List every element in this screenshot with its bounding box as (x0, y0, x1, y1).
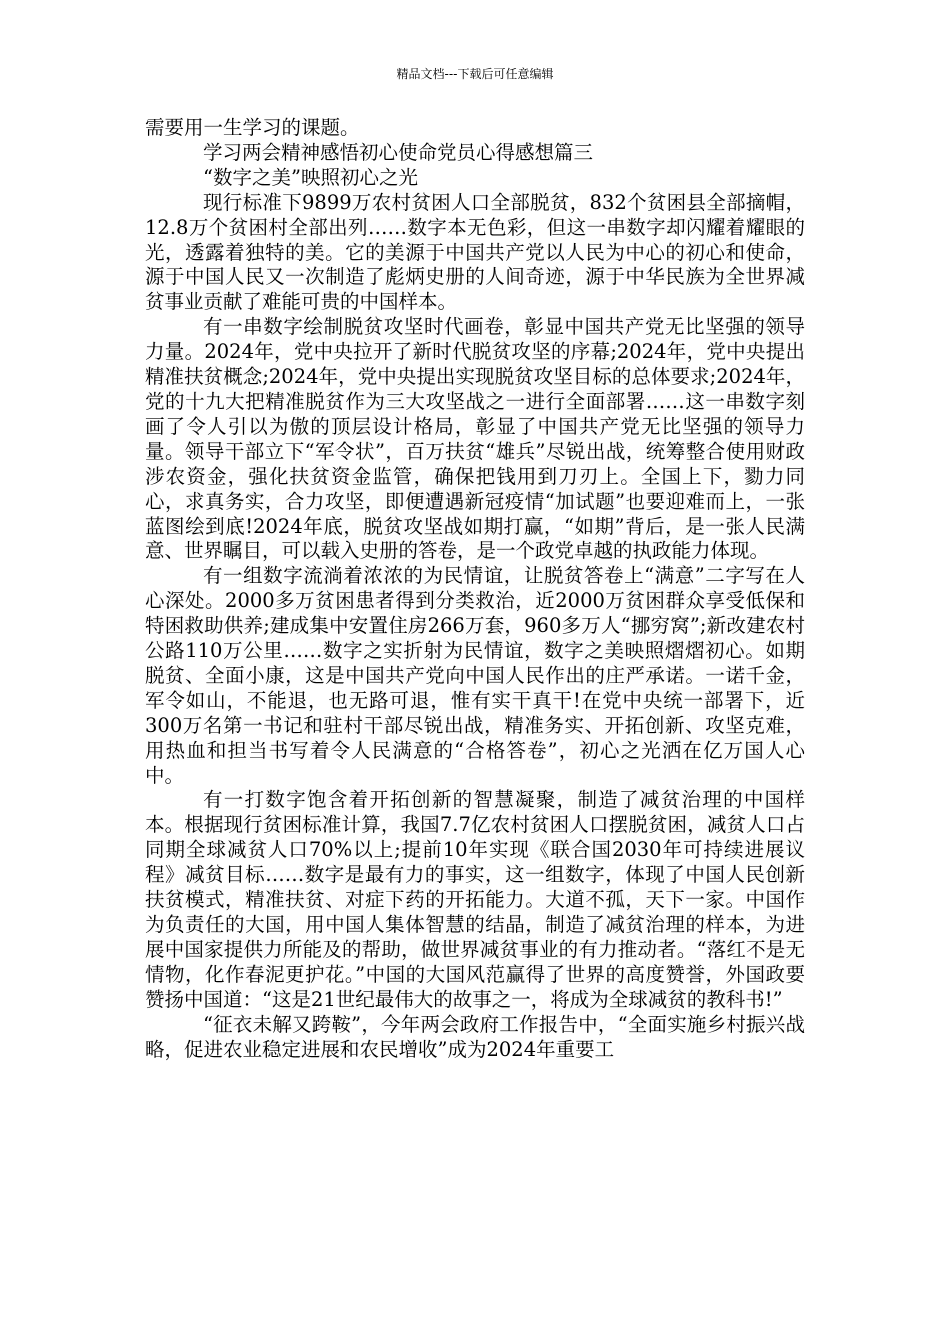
paragraph-5: “征衣未解又跨鞍”，今年两会政府工作报告中，“全面实施乡村振兴战略，促进农业稳定进展和农民增收”成为2024年重要工 (145, 1012, 805, 1061)
paragraph-2: 有一串数字绘制脱贫攻坚时代画卷，彰显中国共产党无比坚强的领导力量。2024年，党中央拉开了新时代脱贫攻坚的序幕;2024年，党中央提出精准扶贫概念;2024年，党中央提出实现脱贫攻坚目标的总体要求;2024年，党的十九大把精准脱贫作为三大攻坚战之一进行全面部署……这一串数字刻画了令人引以为傲的顶层设计格局，彰显了中国共产党无比坚强的领导力量。领导干部立下“军令状”，百万扶贫“雄兵”尽锐出战，统筹整合使用财政涉农资金，强化扶贫资金监管，确保把钱用到刀刃上。全国上下，勠力同心，求真务实，合力攻坚，即便遭遇新冠疫情“加试题”也要迎难而上，一张蓝图绘到底!2024年底，脱贫攻坚战如期打赢，“如期”背后，是一张人民满意、世界瞩目，可以载入史册的答卷，是一个政党卓越的执政能力体现。 (145, 315, 805, 563)
page-header: 精品文档---下载后可任意编辑 (396, 67, 554, 81)
intro-line: 需要用一生学习的课题。 (145, 116, 360, 139)
document-body (145, 116, 805, 1062)
section-title: 学习两会精神感悟初心使命党员心得感想篇三 (203, 140, 594, 164)
paragraph-3: 有一组数字流淌着浓浓的为民情谊，让脱贫答卷上“满意”二字写在人心深处。2000多万贫困患者得到分类救治，近2000万贫困群众享受低保和特困救助供养;建成集中安置住房266万套，960多万人“挪穷窝”;新改建农村公路110万公里……数字之实折射为民情谊，数字之美映照熠熠初心。如期脱贫、全面小康，这是中国共产党向中国人民作出的庄严承诺。一诺千金，军令如山，不能退，也无路可退，惟有实干真干!在党中央统一部署下，近300万名第一书记和驻村干部尽锐出战，精准务实、开拓创新、攻坚克难，用热血和担当书写着令人民满意的“合格答卷”，初心之光洒在亿万国人心中。 (145, 564, 805, 787)
paragraph-4: 有一打数字饱含着开拓创新的智慧凝聚，制造了减贫治理的中国样本。根据现行贫困标准计算，我国7.7亿农村贫困人口摆脱贫困，减贫人口占同期全球减贫人口70%以上;提前10年实现《联合国2030年可持续进展议程》减贫目标……数字是最有力的事实，这一组数字，体现了中国人民创新扶贫模式，精准扶贫、对症下药的开拓能力。大道不孤，天下一家。中国作为负责任的大国，用中国人集体智慧的结晶，制造了减贫治理的样本，为进展中国家提供力所能及的帮助，做世界减贫事业的有力推动者。“落红不是无情物，化作春泥更护花。”中国的大国风范赢得了世界的高度赞誉，外国政要赞扬中国道：“这是21世纪最伟大的故事之一，将成为全球减贫的教科书!” (145, 788, 805, 1011)
paragraph-1: 现行标准下9899万农村贫困人口全部脱贫，832个贫困县全部摘帽，12.8万个贫困村全部出列……数字本无色彩，但这一串数字却闪耀着耀眼的光，透露着独特的美。它的美源于中国共产党以人民为中心的初心和使命，源于中国人民又一次制造了彪炳史册的人间奇迹，源于中华民族为全世界减贫事业贡献了难能可贵的中国样本。 (145, 190, 805, 314)
article-subtitle: “数字之美”映照初心之光 (203, 165, 418, 189)
